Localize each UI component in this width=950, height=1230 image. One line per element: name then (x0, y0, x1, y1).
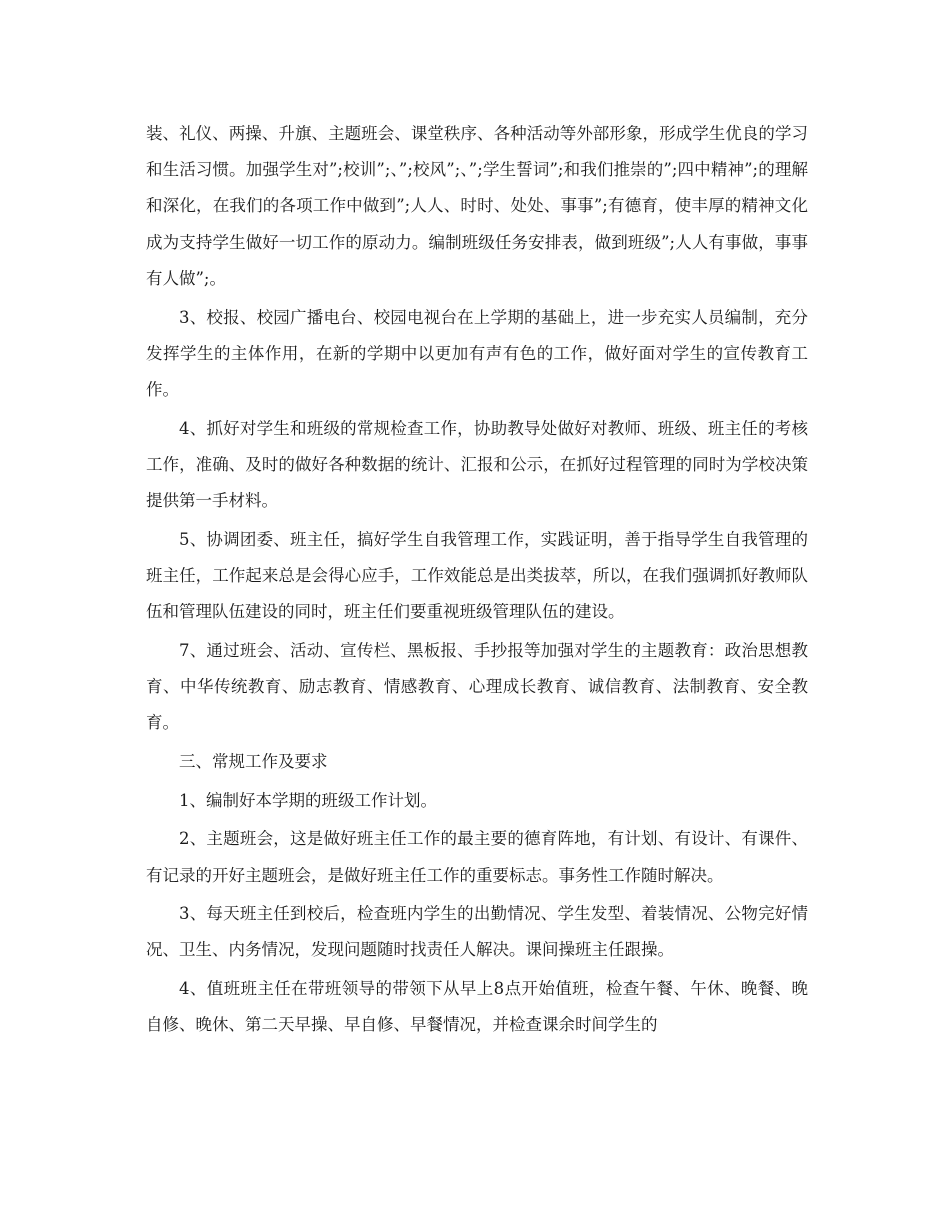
paragraph-item-3-publicity: 3、校报、校园广播电台、校园电视台在上学期的基础上，进一步充实人员编制，充分发挥学生的主体作用，在新的学期中以更加有声有色的工作，做好面对学生的宣传教育工作。 (146, 307, 808, 399)
paragraph-item-7-theme-education: 7、通过班会、活动、宣传栏、黑板报、手抄报等加强对学生的主题教育：政治思想教育、中华传统教育、励志教育、情感教育、心理成长教育、诚信教育、法制教育、安全教育。 (146, 640, 808, 733)
paragraph-item-5-self-management: 5、协调团委、班主任，搞好学生自我管理工作，实践证明，善于指导学生自我管理的班主任，工作起来总是会得心应手，工作效能总是出类拔萃，所以，在我们强调抓好教师队伍和管理队伍建设的同时，班主任们要重视班级管理队伍的建设。 (146, 529, 808, 622)
paragraph-continuation: 装、礼仪、两操、升旗、主题班会、课堂秩序、各种活动等外部形象，形成学生优良的学习和生活习惯。加强学生对”;校训”;、”;校风”;、”;学生誓词”;和我们推崇的”;四中精神”;的理解和深化，在我们的各项工作中做到”;人人、时时、处处、事事”;有德育，使丰厚的精神文化成为支持学生做好一切工作的原动力。编制班级任务安排表，做到班级”;人人有事做，事事有人做”;。 (146, 124, 808, 288)
paragraph-routine-1-plan: 1、编制好本学期的班级工作计划。 (179, 790, 437, 810)
paragraph-routine-4-duty: 4、值班班主任在带班领导的带领下从早上8点开始值班，检查午餐、午休、晚餐、晚自修、晚休、第二天早操、早自修、早餐情况，并检查课余时间学生的 (146, 979, 808, 1035)
paragraph-routine-3-daily-check: 3、每天班主任到校后，检查班内学生的出勤情况、学生发型、着装情况、公物完好情况、卫生、内务情况，发现问题随时找责任人解决。课间操班主任跟操。 (146, 904, 808, 960)
section-heading-routine-work: 三、常规工作及要求 (179, 751, 328, 771)
paragraph-routine-2-class-meeting: 2、主题班会，这是做好班主任工作的最主要的德育阵地，有计划、有设计、有课件、有记录的开好主题班会，是做好班主任工作的重要标志。事务性工作随时解决。 (146, 829, 808, 885)
document-body (146, 116, 808, 1046)
paragraph-item-4-inspection: 4、抓好对学生和班级的常规检查工作，协助教导处做好对教师、班级、班主任的考核工作，准确、及时的做好各种数据的统计、汇报和公示，在抓好过程管理的同时为学校决策提供第一手材料。 (146, 418, 808, 511)
